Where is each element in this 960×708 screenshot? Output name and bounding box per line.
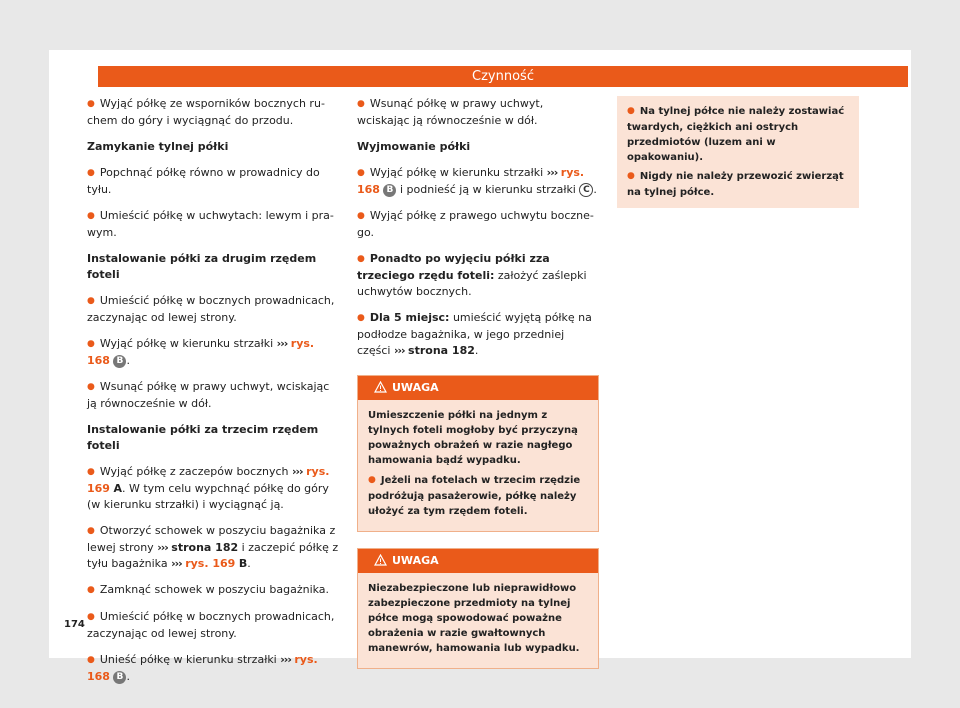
page-link[interactable]: strona 182 bbox=[171, 541, 239, 554]
figure-link[interactable]: rys. 168 bbox=[87, 653, 318, 683]
paragraph bbox=[87, 609, 339, 642]
warning-header bbox=[358, 549, 598, 573]
text: Wsunąć półkę w prawy uchwyt, wciskając ją równocześnie w dół. bbox=[357, 97, 544, 127]
text: Na tylnej półce nie należy zostawiać twardych, ciężkich ani ostrych przedmiotów (luzem ani w opakowaniu). bbox=[627, 106, 845, 163]
paragraph: ● Wyjąć półkę w kierunku strzałki ››› rys. 168 B i podnieść ją w kierunku strzałki C . bbox=[357, 166, 597, 196]
text: i podnieść ją w kierunku strzałki bbox=[399, 183, 576, 196]
badge-b: B bbox=[383, 184, 396, 197]
bullet-icon: ● bbox=[87, 467, 95, 477]
text: Umieścić półkę w bocznych prowadnicach, zaczynając od lewej strony. bbox=[87, 294, 335, 324]
text: Otworzyć schowek w poszyciu bagażnika z lewej strony bbox=[87, 524, 336, 554]
text: i zaczepić półkę z tyłu bagażnika bbox=[87, 541, 339, 570]
paragraph bbox=[357, 96, 599, 129]
paragraph bbox=[87, 96, 339, 129]
paragraph bbox=[357, 251, 599, 300]
text: . W tym celu wypchnąć półkę do góry (w kierunku strzałki) i wyciągnąć ją. bbox=[87, 482, 329, 511]
bullet-icon: ● bbox=[357, 313, 365, 323]
figure-link[interactable]: rys. 169 bbox=[185, 557, 236, 570]
cross-ref-arrows: ››› bbox=[157, 541, 168, 554]
paragraph bbox=[87, 165, 339, 198]
bullet-icon: ● bbox=[87, 585, 95, 595]
text: Jeżeli na fotelach w trzecim rzędzie podróżują pasażerowie, półkę należy ułożyć za tym rzędem foteli. bbox=[368, 475, 581, 517]
paragraph bbox=[87, 582, 339, 599]
text: założyć zaślepki uchwytów bocznych. bbox=[357, 269, 587, 298]
bullet-icon: ● bbox=[627, 171, 635, 181]
bullet-icon: ● bbox=[357, 254, 365, 264]
warning-body bbox=[358, 573, 598, 668]
paragraph bbox=[87, 379, 339, 412]
subheading: Zamykanie tylnej półki bbox=[87, 140, 229, 153]
letter-b: B bbox=[238, 557, 248, 570]
text: Dla 5 miejsc: bbox=[369, 311, 450, 324]
text: Nigdy nie należy przewozić zwierząt na tylnej półce. bbox=[627, 171, 844, 198]
bullet-icon: ● bbox=[87, 612, 95, 622]
cross-ref-arrows: ››› bbox=[546, 166, 558, 179]
bullet-icon: ● bbox=[87, 211, 95, 221]
text: Wyjąć półkę w kierunku strzałki bbox=[369, 166, 544, 179]
text: Wyjąć półkę z zaczepów bocznych bbox=[99, 465, 289, 478]
letter-a: A bbox=[113, 482, 122, 495]
paragraph bbox=[87, 208, 339, 241]
bullet-icon: ● bbox=[87, 99, 95, 109]
figure-link[interactable]: rys. 168 bbox=[357, 166, 585, 196]
bullet-icon: ● bbox=[87, 382, 95, 392]
bullet-icon: ● bbox=[368, 475, 376, 485]
warning-title: UWAGA bbox=[392, 554, 439, 567]
paragraph: ● Wyjąć półkę w kierunku strzałki ››› rys. 168 B . bbox=[87, 337, 315, 367]
column-1 bbox=[87, 96, 339, 695]
subheading: Wyjmowanie półki bbox=[357, 140, 471, 153]
text: Ponadto po wyjęciu półki zza trzeciego rzędu foteli: bbox=[357, 252, 550, 282]
bullet-icon: ● bbox=[87, 655, 95, 665]
bullet-icon: ● bbox=[87, 339, 95, 349]
page-link[interactable]: strona 182 bbox=[408, 344, 475, 357]
bullet-icon: ● bbox=[357, 168, 365, 178]
section-header: Czynność bbox=[98, 66, 908, 87]
text: Wyjąć półkę z prawego uchwytu bocznego. bbox=[357, 209, 594, 239]
bullet-icon: ● bbox=[87, 168, 95, 178]
warning-item bbox=[368, 473, 588, 519]
bullet-icon: ● bbox=[87, 526, 95, 536]
text: umieścić wyjętą półkę na podłodze bagażnika, w jego przedniej części bbox=[357, 311, 592, 357]
cross-ref-arrows: ››› bbox=[171, 557, 182, 570]
text: Umieścić półkę w uchwytach: lewym i prawym. bbox=[87, 209, 334, 239]
text: Wsunąć półkę w prawy uchwyt, wciskając ją równocześnie w dół. bbox=[87, 380, 330, 410]
warning-text: Niezabezpieczone lub nieprawidłowo zabezpieczone przedmioty na tylnej półce mogą spowodować poważne obrażenia w razie gwałtownych manewrów, hamowania lub wypadku. bbox=[368, 583, 580, 654]
page bbox=[49, 50, 911, 683]
note-box bbox=[617, 96, 859, 208]
bullet-icon: ● bbox=[87, 296, 95, 306]
page-number: 174 bbox=[64, 619, 85, 630]
paragraph: ● Otworzyć schowek w poszyciu bagażnika z lewej strony ››› strona 182 i zaczepić półkę z tyłu bagażnika ››› rys. 169 B. bbox=[87, 524, 339, 570]
badge-b: B bbox=[113, 355, 126, 368]
subheading: Instalowanie półki za drugim rzędem foteli bbox=[87, 252, 317, 281]
warning-text: Umieszczenie półki na jednym z tylnych foteli mogłoby być przyczyną poważnych obrażeń w razie nagłego hamowania bądź wypadku. bbox=[368, 410, 578, 466]
warning-header bbox=[358, 376, 598, 400]
note-item bbox=[627, 169, 849, 200]
paragraph: ● Dla 5 miejsc: umieścić wyjętą półkę na podłodze bagażnika, w jego przedniej części ››› strona 182. bbox=[357, 311, 592, 357]
warning-box bbox=[357, 375, 599, 532]
badge-b: B bbox=[113, 671, 126, 684]
column-2 bbox=[357, 96, 599, 685]
badge-c: C bbox=[579, 183, 593, 197]
text: Popchnąć półkę równo w prowadnicy do tyłu. bbox=[87, 166, 320, 196]
figure-link[interactable]: rys. 168 bbox=[87, 337, 315, 367]
warning-triangle-icon bbox=[374, 554, 387, 566]
figure-link[interactable]: rys. 169 bbox=[87, 465, 330, 495]
cross-ref-arrows: ››› bbox=[291, 465, 303, 478]
paragraph bbox=[87, 293, 339, 326]
warning-triangle-icon bbox=[374, 381, 387, 393]
bullet-icon: ● bbox=[357, 99, 365, 109]
warning-box bbox=[357, 548, 599, 669]
cross-ref-arrows: ››› bbox=[280, 653, 291, 666]
paragraph bbox=[357, 208, 599, 241]
warning-title: UWAGA bbox=[392, 381, 439, 394]
text: Umieścić półkę w bocznych prowadnicach, zaczynając od lewej strony. bbox=[87, 610, 335, 640]
text: Wyjąć półkę w kierunku strzałki bbox=[99, 337, 274, 350]
paragraph: ● Unieść półkę w kierunku strzałki ››› rys. 168 B . bbox=[87, 653, 318, 683]
cross-ref-arrows: ››› bbox=[393, 344, 405, 357]
text: Unieść półkę w kierunku strzałki bbox=[99, 653, 277, 666]
column-3 bbox=[617, 96, 859, 208]
text: Wyjąć półkę ze wsporników bocznych ruchem do góry i wyciągnąć do przodu. bbox=[87, 97, 325, 127]
bullet-icon: ● bbox=[357, 211, 365, 221]
subheading: Instalowanie półki za trzecim rzędem foteli bbox=[87, 423, 319, 452]
cross-ref-arrows: ››› bbox=[276, 337, 288, 350]
paragraph bbox=[87, 464, 339, 513]
bullet-icon: ● bbox=[627, 106, 635, 116]
text: Zamknąć schowek w poszyciu bagażnika. bbox=[99, 583, 330, 596]
note-item bbox=[627, 104, 849, 165]
warning-body bbox=[358, 400, 598, 531]
